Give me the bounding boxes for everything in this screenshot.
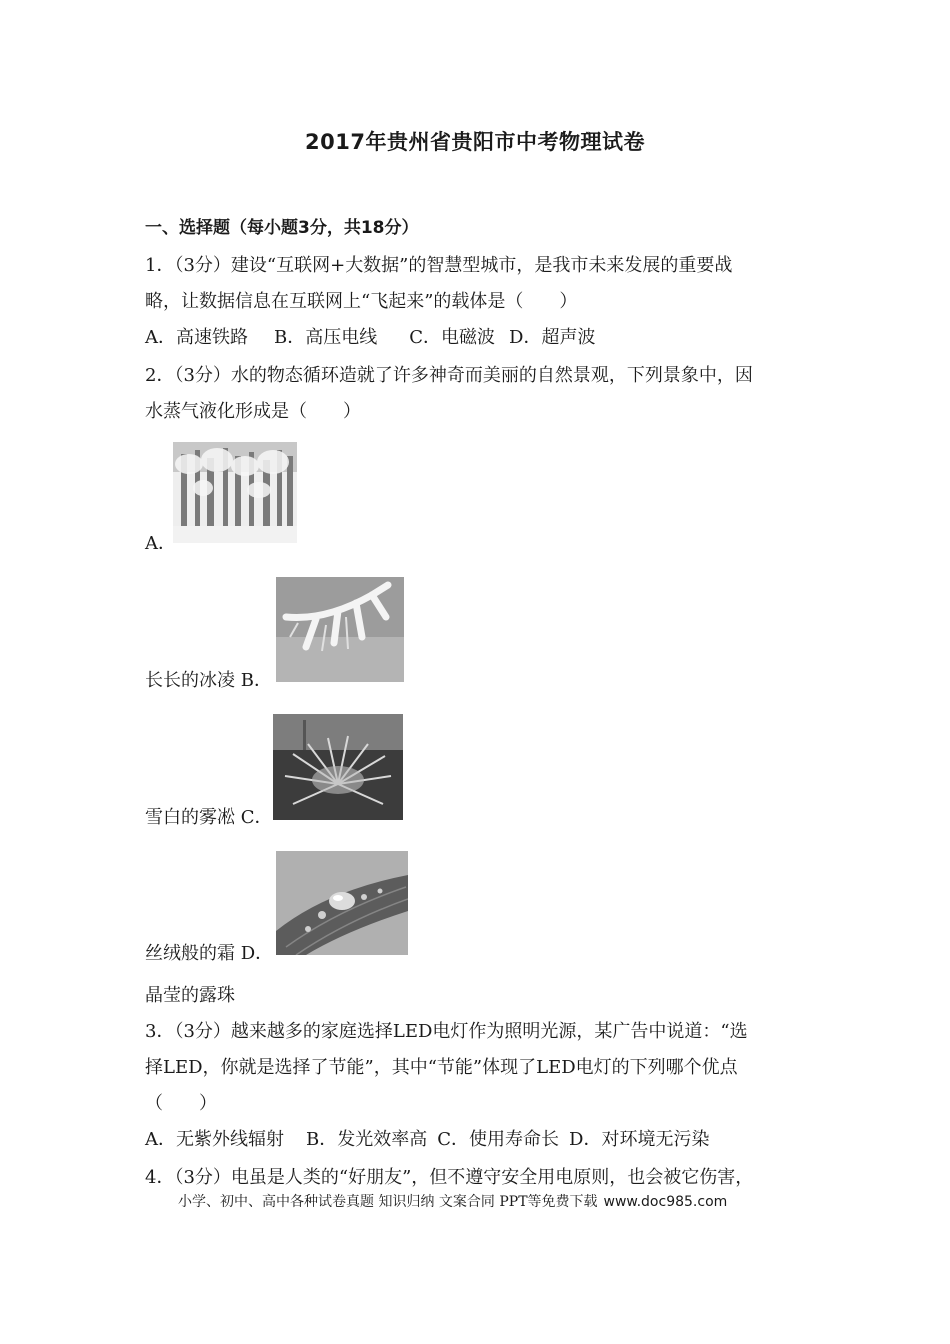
q3-option-b: B．发光效率高 — [306, 1129, 428, 1150]
q2-label-last: 晶莹的露珠 — [145, 985, 235, 1006]
dew-drop-photo — [276, 851, 408, 955]
q2-label-b: 长长的冰凌 B． — [145, 670, 272, 691]
q1-option-a: A．高速铁路 — [145, 327, 248, 348]
section-heading: 一、选择题（每小题3分，共18分） — [145, 218, 419, 238]
footer-url[interactable]: www.doc985.com — [603, 1194, 728, 1210]
q1-option-c: C．电磁波 — [409, 327, 496, 348]
q3-options — [145, 1128, 709, 1152]
q3-option-d: D．对环境无污染 — [569, 1129, 710, 1150]
footer-text: 小学、初中、高中各种试卷真题 知识归纳 文案合同 PPT等免费下载 — [178, 1194, 598, 1210]
q1-option-b: B．高压电线 — [274, 327, 378, 348]
q1-line2: 略，让数据信息在互联网上“飞起来”的载体是（ ） — [145, 291, 578, 312]
q2-label-a: A． — [145, 533, 176, 554]
q1-options — [145, 326, 595, 350]
q2-line1: 2．（3分）水的物态循环造就了许多神奇而美丽的自然景观，下列景象中，因 — [145, 365, 753, 386]
q3-option-a: A．无紫外线辐射 — [145, 1129, 284, 1150]
icicle-forest-photo — [173, 442, 297, 543]
q3-line2: 择LED，你就是选择了节能”，其中“节能”体现了LED电灯的下列哪个优点 — [145, 1057, 738, 1078]
frost-pine-photo — [273, 714, 403, 820]
q1-option-d: D．超声波 — [509, 327, 596, 348]
q2-label-c: 雪白的雾凇 C． — [145, 807, 273, 828]
q3-option-c: C．使用寿命长 — [437, 1129, 560, 1150]
footer — [178, 1192, 727, 1212]
q2-line2: 水蒸气液化形成是（ ） — [145, 401, 361, 422]
page-title: 2017年贵州省贵阳市中考物理试卷 — [305, 130, 645, 154]
q3-line3: （ ） — [145, 1093, 217, 1114]
q3-line1: 3．（3分）越来越多的家庭选择LED电灯作为照明光源，某广告中说道：“选 — [145, 1021, 748, 1042]
q2-label-d: 丝绒般的霜 D． — [145, 943, 274, 964]
q1-line1: 1．（3分）建设“互联网+大数据”的智慧型城市，是我市未来发展的重要战 — [145, 255, 733, 276]
rime-branch-photo — [276, 577, 404, 682]
q4-line1: 4．（3分）电虽是人类的“好朋友”，但不遵守安全用电原则，也会被它伤害， — [145, 1167, 754, 1188]
